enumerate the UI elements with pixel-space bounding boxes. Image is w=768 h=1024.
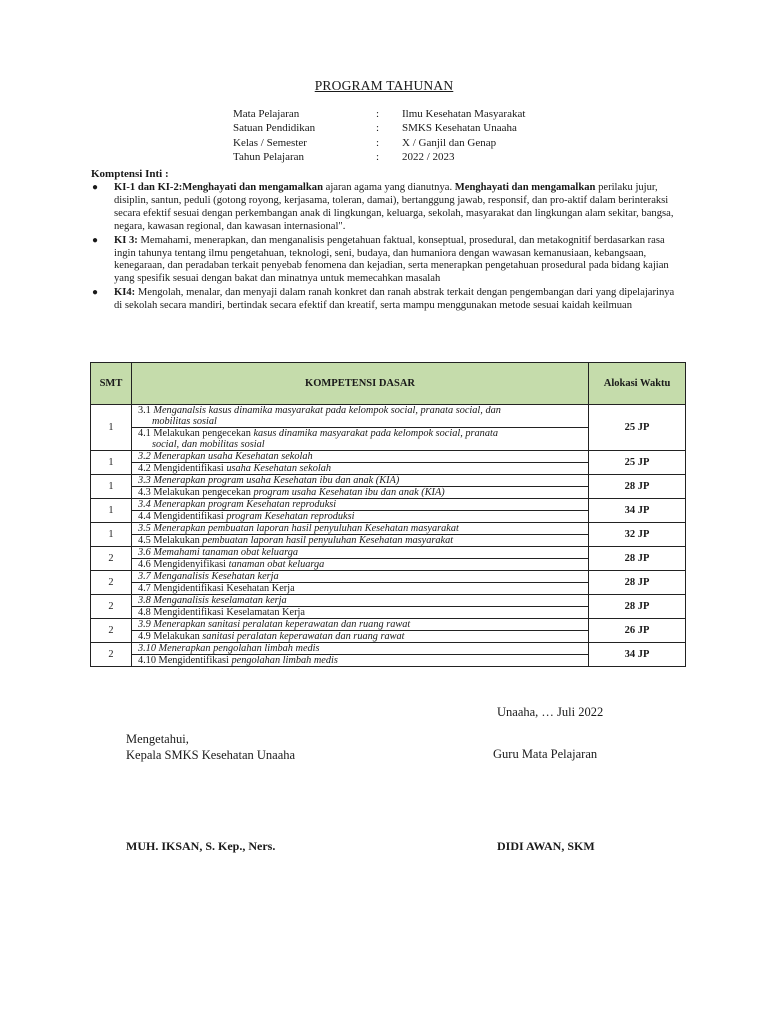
ki-item-1-2 — [91, 182, 681, 234]
info-label: Kelas / Semester — [233, 136, 307, 149]
kd-line: 3.7 Menganalisis Kesehatan kerja — [137, 571, 279, 582]
kd-text: 3.1 — [137, 405, 154, 416]
kd-text: 4.8 Mengidentifikasi Keselamatan Kerja — [137, 607, 305, 618]
kd-line — [132, 510, 588, 522]
info-colon: : — [376, 108, 380, 120]
bullet-icon: ● — [92, 234, 99, 246]
kd-text: 4.2 Mengidentifikasi — [137, 463, 227, 474]
kd-text: 4.9 Melakukan — [137, 631, 203, 642]
kd-text: 4.1 Melakukan pengecekan — [137, 428, 254, 439]
kd-line: 3.6 Memahami tanaman obat keluarga — [137, 547, 299, 558]
aw-cell: 28 JP — [589, 475, 686, 499]
smt-cell: 2 — [91, 619, 132, 643]
ki-text: ajaran agama yang dianutnya. — [322, 182, 455, 193]
table-row — [91, 451, 686, 475]
table-row — [91, 643, 686, 667]
kd-text-italic: pengolahan limbah medis — [231, 655, 338, 666]
info-colon: : — [376, 136, 380, 149]
smt-cell: 2 — [91, 571, 132, 595]
kd-cell — [131, 475, 588, 499]
aw-cell: 26 JP — [589, 619, 686, 643]
kd-text-italic: Menganalsis kasus dinamika masyarakat pada kelompok social, pranata social, dan — [153, 405, 501, 416]
table-row — [91, 523, 686, 547]
page-title: PROGRAM TAHUNAN — [314, 78, 454, 93]
table-row — [91, 595, 686, 619]
info-value: Ilmu Kesehatan Masyarakat — [402, 108, 526, 120]
info-row — [233, 150, 525, 164]
principal-role: Kepala SMKS Kesehatan Unaaha — [126, 748, 296, 762]
kd-text-italic: pembuatan laporan hasil penyuluhan Kesehatan masyarakat — [202, 535, 454, 546]
kd-line — [132, 534, 588, 546]
kd-text-italic: kasus dinamika masyarakat pada kelompok social, pranata — [253, 428, 498, 439]
kd-line: 3.4 Menerapkan program Kesehatan reproduksi — [137, 499, 337, 510]
kd-line — [132, 558, 588, 570]
ki-list — [91, 182, 681, 314]
ki-label: KI-1 dan KI-2:Menghayati dan mengamalkan — [114, 182, 323, 193]
info-row — [233, 121, 525, 135]
table-row — [91, 405, 686, 451]
kd-text: 4.4 Mengidentifikasi — [137, 511, 227, 522]
kd-text-italic: program usaha Kesehatan ibu dan anak (KIA) — [253, 487, 445, 498]
aw-cell: 32 JP — [589, 523, 686, 547]
ki-heading: Komptensi Inti : — [91, 168, 169, 180]
ki-text: Mengolah, menalar, dan menyaji dalam ranah konkret dan ranah abstrak terkait dengan pengembangan dari yang dipelajarinya di sekolah secara mandiri, bertindak secara efektif dan kreatif, serta mampu menggunakan metode sesuai kaidah keilmuan — [114, 287, 675, 312]
kd-cell — [131, 451, 588, 475]
kd-line — [132, 606, 588, 618]
aw-cell: 34 JP — [589, 643, 686, 667]
kd-cell — [131, 405, 588, 451]
kd-text-italic: program Kesehatan reproduksi — [226, 511, 355, 522]
kd-line: 3.2 Menerapkan usaha Kesehatan sekolah — [137, 451, 313, 462]
table-row — [91, 547, 686, 571]
info-value: 2022 / 2023 — [402, 151, 455, 164]
smt-cell: 1 — [91, 475, 132, 499]
smt-cell: 1 — [91, 405, 132, 451]
info-value: SMKS Kesehatan Unaaha — [402, 122, 517, 135]
smt-cell: 1 — [91, 499, 132, 523]
principal-name: MUH. IKSAN, S. Kep., Ners. — [126, 839, 276, 853]
kd-text-italic: social, dan mobilitas sosial — [151, 439, 265, 450]
kd-line: 3.9 Menerapkan sanitasi peralatan keperawatan dan ruang rawat — [137, 619, 411, 630]
kd-line — [132, 427, 588, 450]
kd-line: 3.5 Menerapkan pembuatan laporan hasil penyuluhan Kesehatan masyarakat — [137, 523, 459, 534]
ki-item-4 — [91, 287, 681, 313]
ki-label: KI 3: — [114, 234, 138, 246]
teacher-role: Guru Mata Pelajaran — [493, 747, 598, 761]
kd-cell — [131, 643, 588, 667]
ki-emphasis: Menghayati dan mengamalkan — [454, 182, 596, 193]
table-row — [91, 571, 686, 595]
info-colon: : — [376, 122, 380, 135]
kd-text: 4.6 Mengidenyifikasi — [137, 559, 229, 570]
kd-line — [132, 405, 588, 427]
info-label: Mata Pelajaran — [233, 108, 300, 120]
kd-cell — [131, 571, 588, 595]
info-row — [233, 136, 525, 150]
ki-text: Memahami, menerapkan, dan menganalisis pengetahuan faktual, konseptual, prosedural, dan metakognitif berdasarkan rasa ingin tahunya tentang ilmu pengetahuan, teknologi, seni, budaya, dan humaniora dengan wawasan kemanusiaan, kebangsaan, kenegaraan, dan peradaban terkait penyebab fenomena dan kejadian, serta menerapkan pengetahuan prosedural pada bidang kajian yang spesifik sesuai dengan bakat dan minatnya untuk memecahkan masalah — [114, 234, 669, 285]
kd-text-italic: sanitasi peralatan keperawatan dan ruang rawat — [202, 631, 405, 642]
kd-text: 4.5 Melakukan — [137, 535, 203, 546]
table-row — [91, 499, 686, 523]
smt-cell: 1 — [91, 523, 132, 547]
info-colon: : — [376, 151, 380, 164]
header-smt: SMT — [91, 363, 132, 405]
kd-line — [132, 486, 588, 498]
bullet-icon: ● — [92, 287, 99, 299]
kd-text-italic: mobilitas sosial — [151, 416, 217, 427]
aw-cell: 34 JP — [589, 499, 686, 523]
info-row — [233, 107, 525, 121]
kd-cell — [131, 595, 588, 619]
kd-cell — [131, 499, 588, 523]
header-aw: Alokasi Waktu — [589, 363, 686, 405]
place-date: Unaaha, … Juli 2022 — [497, 705, 604, 719]
info-value: X / Ganjil dan Genap — [402, 136, 497, 149]
info-block — [233, 107, 525, 165]
kd-text: 4.3 Melakukan pengecekan — [137, 487, 254, 498]
aw-cell: 25 JP — [589, 405, 686, 451]
kd-cell — [131, 619, 588, 643]
teacher-name: DIDI AWAN, SKM — [497, 839, 595, 853]
acknowledge-label: Mengetahui, — [126, 732, 189, 746]
smt-cell: 1 — [91, 451, 132, 475]
kd-line — [132, 582, 588, 594]
ki-text: perilaku jujur, disiplin, santun, peduli (gotong royong, kerjasama, toleran, damai), bertanggung jawab, responsif, dan pro-aktif dalam berinteraksi secara efektif sesuai dengan perkembangan anak di lingkungan, keluarga, sekolah, masyarakat dan lingkungan alam sekitar, bangsa, negara, kawasan regional, dan kawasan internasional". — [114, 182, 674, 232]
kd-line: 3.3 Menerapkan program usaha Kesehatan ibu dan anak (KIA) — [137, 475, 400, 486]
info-label: Satuan Pendidikan — [233, 122, 316, 135]
kd-text: 4.10 Mengidentifikasi — [137, 655, 232, 666]
smt-cell: 2 — [91, 595, 132, 619]
aw-cell: 28 JP — [589, 547, 686, 571]
aw-cell: 28 JP — [589, 571, 686, 595]
signature-left — [126, 731, 295, 763]
kd-text: 4.7 Mengidentifikasi Kesehatan Kerja — [137, 583, 295, 594]
kd-text-italic: tanaman obat keluarga — [228, 559, 325, 570]
kd-line: 3.8 Menganalisis keselamatan kerja — [137, 595, 287, 606]
kd-cell — [131, 547, 588, 571]
ki-item-3 — [91, 235, 681, 287]
smt-cell: 2 — [91, 547, 132, 571]
info-label: Tahun Pelajaran — [233, 151, 305, 164]
smt-cell: 2 — [91, 643, 132, 667]
table-row — [91, 475, 686, 499]
aw-cell: 28 JP — [589, 595, 686, 619]
kd-line — [132, 654, 588, 666]
ki-label: KI4: — [114, 287, 136, 299]
header-kd: KOMPETENSI DASAR — [131, 363, 588, 405]
kd-cell — [131, 523, 588, 547]
kd-line: 3.10 Menerapkan pengolahan limbah medis — [137, 643, 320, 654]
kd-line — [132, 630, 588, 642]
table-header-row — [91, 363, 686, 405]
kd-line — [132, 462, 588, 474]
bullet-icon: ● — [92, 182, 99, 193]
kompetensi-table — [90, 362, 686, 667]
kd-text-italic: usaha Kesehatan sekolah — [226, 463, 332, 474]
table-row — [91, 619, 686, 643]
aw-cell: 25 JP — [589, 451, 686, 475]
